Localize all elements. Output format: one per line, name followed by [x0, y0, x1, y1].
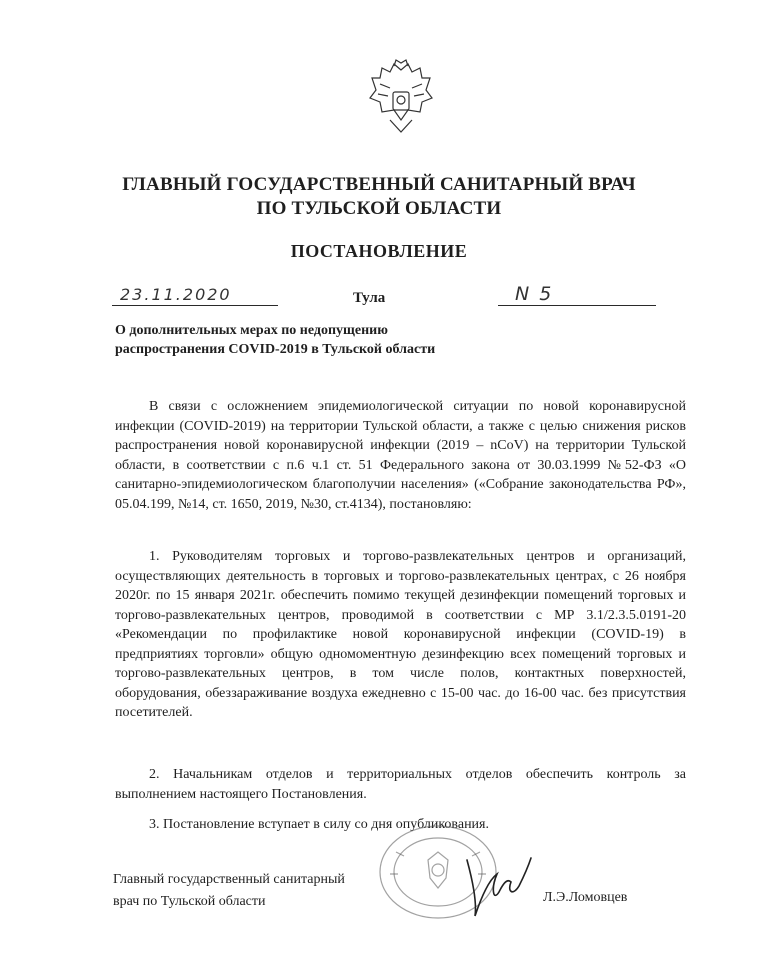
- document-number: N 5: [515, 283, 554, 305]
- clause-2: 2. Начальникам отделов и территориальных отделов обеспечить контроль за выполнением настоящего Постановления.: [115, 767, 686, 802]
- coat-of-arms-icon: [360, 58, 442, 140]
- number-underline: [498, 305, 656, 306]
- signatory-title-line1: Главный государственный санитарный: [113, 872, 345, 887]
- document-type: ПОСТАНОВЛЕНИЕ: [290, 241, 468, 261]
- signatory-title-line2: врач по Тульской области: [113, 894, 266, 909]
- preamble-paragraph: В связи с осложнением эпидемиологической ситуации по новой коронавирусной инфекции (COVID-2019) на территории Тульской области, а также с целью снижения рисков распространения новой коронавирусной инфекции (2019 – nCoV) на территории Тульской области, в соответствии с п.6 ч.1 ст. 51 Федерального закона от 30.03.1999 №52-ФЗ «О санитарно-эпидемиологическом благополучии населения» («Собрание законодательства РФ», 05.04.199, №14, ст. 1650, 2019, №30, ст.4134), постановляю:: [115, 399, 686, 512]
- authority-title-line2: ПО ТУЛЬСКОЙ ОБЛАСТИ: [256, 198, 502, 219]
- signatory-name: Л.Э.Ломовцев: [543, 890, 628, 905]
- clause-1: 1. Руководителям торговых и торгово-развлекательных центров и организаций, осуществляющих деятельность в торговых и торгово-развлекательных центрах, с 26 ноября 2020г. по 15 января 2021г. обеспечить помимо текущей дезинфекции помещений торговых и торгово-развлекательных центров, проводимой в соответствии с МР 3.1/2.3.5.0191-20 «Рекомендации по профилактике новой коронавирусной инфекции (COVID-19) в предприятиях торговли» общую одномоментную дезинфекцию всех помещений торговых и торгово-развлекательных центров, в том числе полов, контактных поверхностей, оборудования, обеззараживание воздуха ежедневно с 15-00 час. до 16-00 час. без присутствия посетителей.: [115, 549, 686, 720]
- clause-3: 3. Постановление вступает в силу со дня опубликования.: [149, 817, 489, 832]
- document-date: 23.11.2020: [120, 285, 232, 304]
- signatory-title: [113, 869, 413, 913]
- authority-title-line1: ГЛАВНЫЙ ГОСУДАРСТВЕННЫЙ САНИТАРНЫЙ ВРАЧ: [122, 174, 636, 195]
- document-subject: О дополнительных мерах по недопущению распространения COVID-2019 в Тульской области: [115, 323, 436, 357]
- document-city: Тула: [353, 290, 386, 306]
- date-underline: [112, 305, 278, 306]
- handwritten-signature: [463, 852, 535, 922]
